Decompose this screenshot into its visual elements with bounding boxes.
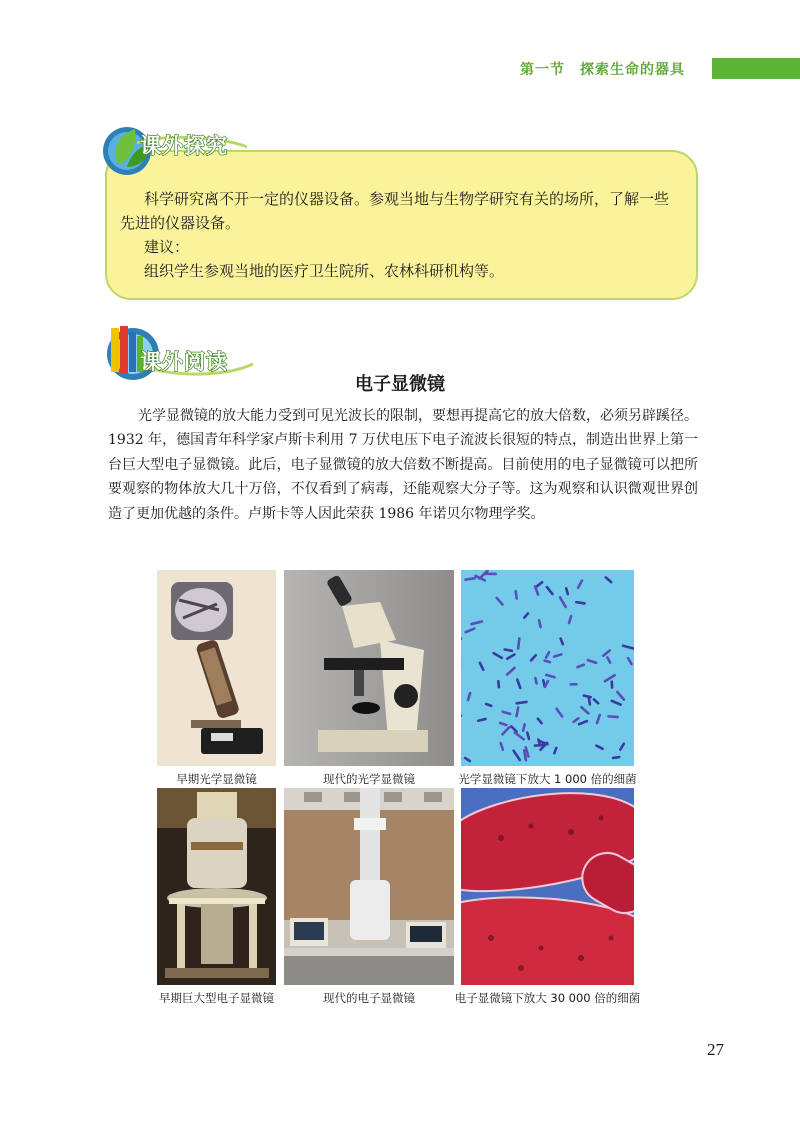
bacterium bbox=[484, 572, 497, 575]
explore-paragraph: 科学研究离不开一定的仪器设备。参观当地与生物学研究有关的场所，了解一些先进的仪器设备。 bbox=[120, 190, 670, 232]
bacterium bbox=[569, 683, 577, 686]
caption-bacteria-30000x: 电子显微镜下放大 30 000 倍的细菌 bbox=[454, 991, 641, 1005]
article-body: 光学显微镜的放大能力受到可见光波长的限制，要想再提高它的放大倍数，必须另辟蹊径。1932 年，德国青年科学家卢斯卡利用 7 万伏电压下电子流波长很短的特点，制造出世界上第一台巨大型电子显微镜。此后，电子显微镜的放大倍数不断提高。目前使用的电子显微镜可以把所要观察的物体放大几十万倍，不仅看到了病毒，还能观察大分子等。这为观察和认识微观世界创造了更加优越的条件。卢斯卡等人因此荣获 1986 年诺贝尔物理学奖。 bbox=[108, 408, 698, 522]
reading-badge-label: 课外阅读 bbox=[140, 350, 228, 374]
caption-bacteria-1000x: 光学显微镜下放大 1 000 倍的细菌 bbox=[458, 772, 637, 786]
suggestion-label: 建议： bbox=[144, 238, 190, 256]
modern-light-microscope-image bbox=[284, 570, 454, 766]
caption-early-light-microscope: 早期光学显微镜 bbox=[176, 772, 257, 786]
caption-modern-electron-microscope: 现代的电子显微镜 bbox=[323, 991, 415, 1005]
bacteria-30000x-image bbox=[461, 788, 634, 985]
explore-badge-label: 课外探究 bbox=[140, 134, 228, 158]
page-number: 27 bbox=[707, 1040, 724, 1059]
header-accent-bar bbox=[712, 58, 800, 79]
section-header-title: 第一节 探索生命的器具 bbox=[520, 62, 685, 78]
article-title: 电子显微镜 bbox=[355, 374, 445, 395]
bacteria-1000x-image bbox=[461, 570, 634, 766]
suggestion-text: 组织学生参观当地的医疗卫生院所、农林科研机构等。 bbox=[144, 262, 505, 280]
early-electron-microscope-image bbox=[157, 788, 276, 985]
caption-modern-light-microscope: 现代的光学显微镜 bbox=[323, 772, 415, 786]
explore-text bbox=[120, 187, 680, 283]
modern-electron-microscope-image bbox=[284, 788, 454, 985]
bacterium bbox=[610, 680, 613, 689]
early-light-microscope-image bbox=[157, 570, 276, 766]
caption-early-electron-microscope: 早期巨大型电子显微镜 bbox=[159, 991, 274, 1005]
